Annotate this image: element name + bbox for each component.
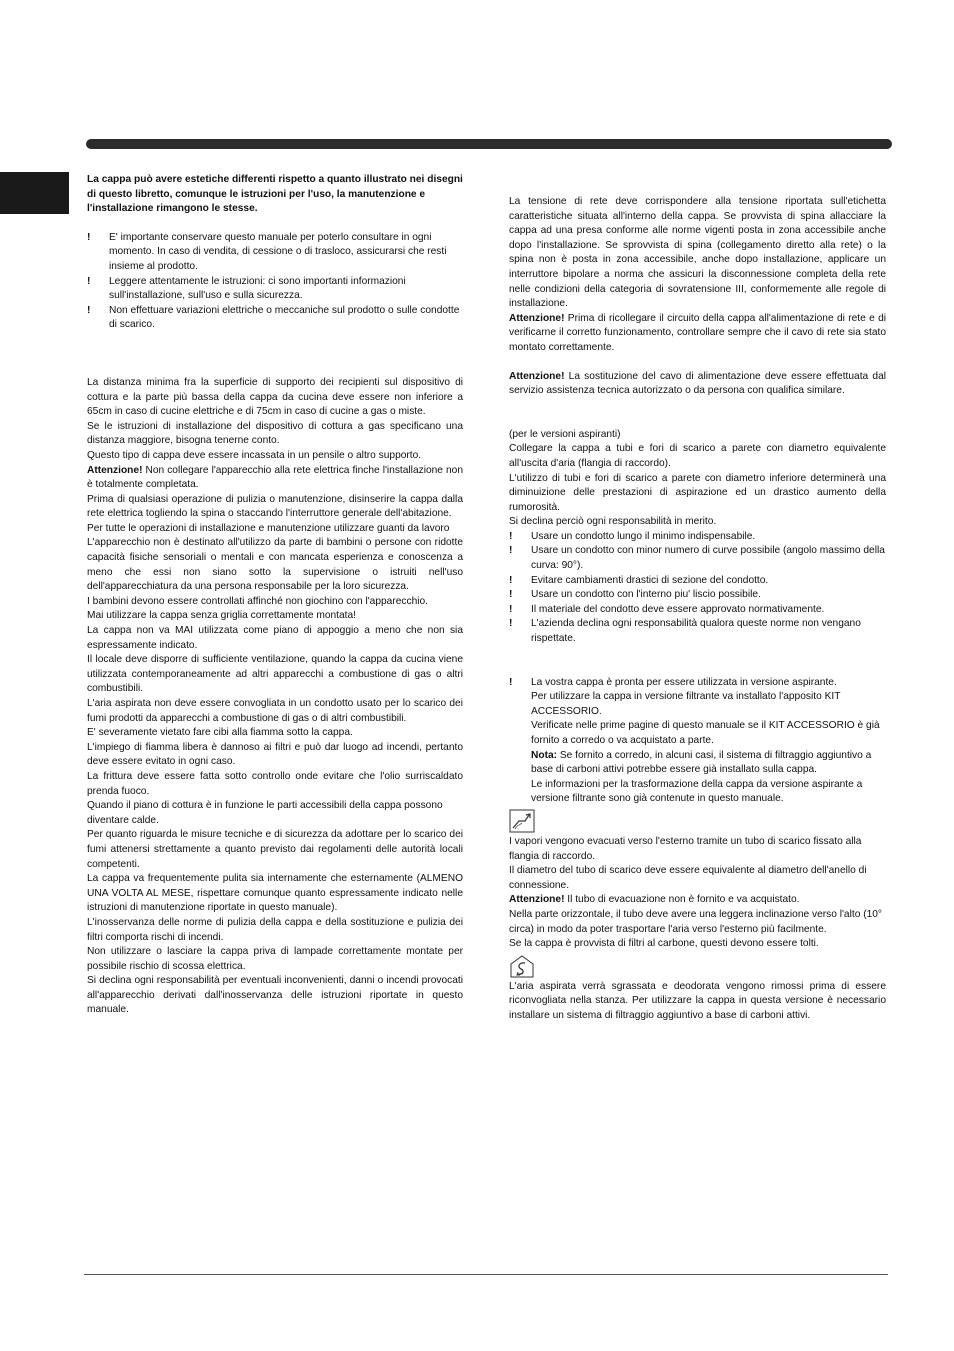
- note-label: Nota:: [531, 749, 558, 761]
- paragraph: Si declina ogni responsabilità per eventuali inconvenienti, danni o incendi provocati all'apparecchio derivati dall'inosservanza delle istruzioni riportate in questo manuale.: [87, 975, 463, 1016]
- paragraph: La frittura deve essere fatta sotto controllo onde evitare che l'olio surriscaldato prenda fuoco.: [87, 770, 463, 797]
- warning-item: [87, 275, 463, 304]
- header-rule: [86, 139, 892, 149]
- warning-text: E' importante conservare questo manuale per poterlo consultare in ogni momento. In caso di vendita, di cessione o di trasloco, assicurarsi che resti insieme al prodotto.: [109, 231, 447, 272]
- paragraph: Prima di qualsiasi operazione di pulizia o manutenzione, disinserire la cappa dalla rete elettrica togliendo la spina o staccando l'interruttore generale dell'abitazione.: [87, 493, 463, 520]
- paragraph-text: Prima di ricollegare il circuito della cappa all'alimentazione di rete e di verificarne il corretto funzionamento, controllare sempre che il cavo di rete sia stato montato correttamente.: [509, 312, 886, 353]
- paragraph: [509, 749, 886, 778]
- paragraph-text: Se fornito a corredo, in alcuni casi, il sistema di filtraggio aggiuntivo a base di carboni attivi potrebbe essere già installato sulla cappa.: [531, 749, 872, 776]
- warning-mark: !: [509, 530, 513, 542]
- paragraph: E' severamente vietato fare cibi alla fiamma sotto la cappa.: [87, 727, 353, 739]
- paragraph: Per tutte le operazioni di installazione e manutenzione utilizzare guanti da lavoro: [87, 522, 450, 534]
- duct-rule-item: [509, 574, 886, 589]
- duct-rule-text: Evitare cambiamenti drastici di sezione del condotto.: [531, 574, 769, 586]
- recirculation-icon: [509, 954, 535, 978]
- paragraph: L'impiego di fiamma libera è dannoso ai filtri e può dar luogo ad incendi, pertanto deve essere evitato in ogni caso.: [87, 741, 463, 768]
- paragraph: Verificate nelle prime pagine di questo manuale se il KIT ACCESSORIO è già fornito a corredo o va acquistato a parte.: [531, 720, 880, 746]
- paragraph: Il diametro del tubo di scarico deve essere equivalente al diametro dell'anello di connessione.: [509, 865, 867, 891]
- warning-mark: !: [509, 603, 513, 615]
- warning-mark: !: [87, 275, 91, 287]
- duct-rule-item: [509, 603, 886, 618]
- warning-item: [87, 231, 463, 275]
- paragraph: Collegare la cappa a tubi e fori di scarico a parete con diametro equivalente all'uscita d'aria (flangia di raccordo).: [509, 443, 886, 469]
- paragraph: Se le istruzioni di installazione del dispositivo di cottura a gas specificano una distanza maggiore, bisogna tenerne conto.: [87, 420, 463, 447]
- paragraph: Nella parte orizzontale, il tubo deve avere una leggera inclinazione verso l'alto (10° circa) in modo da poter trasportare l'aria verso l'esterno più facilmente.: [509, 908, 882, 935]
- version-text: La vostra cappa è pronta per essere utilizzata in versione aspirante.: [531, 676, 837, 688]
- right-column: [509, 195, 886, 1024]
- duct-rule-item: [509, 588, 886, 603]
- paragraph: Quando il piano di cottura è in funzione le parti accessibili della cappa possono diventare calde.: [87, 800, 443, 826]
- language-tab: [0, 172, 69, 214]
- duct-rule-item: [509, 544, 886, 573]
- paragraph: Non utilizzare o lasciare la cappa priva di lampade correttamente montate per possibile rischio di scossa elettrica.: [87, 946, 463, 972]
- attention-label: Attenzione!: [509, 370, 565, 382]
- paragraph: [87, 464, 463, 493]
- warning-mark: !: [87, 231, 91, 243]
- duct-rule-text: Usare un condotto con minor numero di curve possibile (angolo massimo della curva: 90°).: [531, 545, 885, 572]
- paragraph: L'inosservanza delle norme di pulizia della cappa e della sostituzione e pulizia dei filtri comporta rischi di incendi.: [87, 916, 463, 943]
- warning-mark: !: [509, 618, 513, 630]
- footer-rule: [84, 1274, 888, 1275]
- warning-text: Non effettuare variazioni elettriche o meccaniche sul prodotto o sulle condotte di scarico.: [109, 304, 460, 331]
- left-column: [87, 173, 463, 1018]
- duct-rule-text: Usare un condotto lungo il minimo indispensabile.: [531, 530, 756, 542]
- paragraph: [509, 893, 886, 908]
- paragraph: Mai utilizzare la cappa senza griglia correttamente montata!: [87, 610, 356, 622]
- warning-mark: !: [509, 574, 513, 586]
- ducted-extraction-icon: [509, 809, 535, 833]
- paragraph: Per utilizzare la cappa in versione filtrante va installato l'apposito KIT ACCESSORIO.: [531, 691, 841, 717]
- paragraph-text: La sostituzione del cavo di alimentazione deve essere effettuata dal servizio assistenza tecnica autorizzato o da persona con qualifica similare.: [509, 370, 886, 397]
- paragraph: I bambini devono essere controllati affinché non giochino con l'apparecchio.: [87, 595, 428, 607]
- paragraph: Le informazioni per la trasformazione della cappa da versione aspirante a versione filtrante sono già contenute in questo manuale.: [531, 778, 863, 805]
- version-item: [509, 676, 886, 691]
- warning-mark: !: [509, 589, 513, 601]
- warning-item: [87, 304, 463, 333]
- paragraph: I vapori vengono evacuati verso l'esterno tramite un tubo di scarico fissato alla flangia di raccordo.: [509, 835, 862, 862]
- intro-note: La cappa può avere estetiche differenti rispetto a quanto illustrato nei disegni di questo libretto, comunque le istruzioni per l'uso, la manutenzione e l'installazione rimangono le stesse.: [87, 174, 463, 215]
- paragraph: Per quanto riguarda le misure tecniche e di sicurezza da adottare per lo scarico dei fumi attenersi strettamente a quanto previsto dai regolamenti delle autorità locali competenti.: [87, 829, 463, 870]
- duct-rule-text: Il materiale del condotto deve essere approvato normativamente.: [531, 603, 825, 615]
- paragraph: L'aria aspirata verrà sgrassata e deodorata vengono rimossi prima di essere riconvogliata nella stanza. Per utilizzare la cappa in questa versione è necessario installare un sistema di filtraggio aggiuntivo a base di carboni attivi.: [509, 980, 886, 1021]
- duct-rule-text: L'azienda declina ogni responsabilità qualora queste norme non vengano rispettate.: [531, 618, 861, 645]
- warning-mark: !: [509, 676, 513, 688]
- warning-text: Leggere attentamente le istruzioni: ci sono importanti informazioni sull'installazione, sull'uso e sulla sicurezza.: [109, 275, 406, 302]
- paragraph: Questo tipo di cappa deve essere incassata in un pensile o altro supporto.: [87, 449, 422, 461]
- paragraph: Il locale deve disporre di sufficiente ventilazione, quando la cappa da cucina viene utilizzata contemporaneamente ad altri apparecchi a combustione di gas o altri combustibili.: [87, 654, 463, 695]
- paragraph: [509, 370, 886, 399]
- paragraph: (per le versioni aspiranti): [509, 428, 621, 440]
- duct-rule-text: Usare un condotto con l'interno piu' liscio possibile.: [531, 589, 761, 601]
- warning-mark: !: [87, 304, 91, 316]
- attention-label: Attenzione!: [509, 894, 565, 906]
- duct-rule-item: [509, 617, 886, 646]
- paragraph: La tensione di rete deve corrispondere alla tensione riportata sull'etichetta caratteristiche situata all'interno della cappa. Se provvista di spina allacciare la cappa ad una presa conforme alle norme vigenti posta in zona accessibile anche dopo l'installazione. Se sprovvista di spina (collegamento diretto alla rete) o la spina non è posta in zona accessibile, anche dopo installazione, applicare un interruttore bipolare a norma che assicuri la disconnessione completa della rete nelle condizioni della categoria di sovratensione III, conformemente alle regole di installazione.: [509, 196, 886, 310]
- attention-label: Attenzione!: [87, 464, 143, 476]
- warning-mark: !: [509, 545, 513, 557]
- paragraph: L'apparecchio non è destinato all'utilizzo da parte di bambini o persone con ridotte capacità fisiche sensoriali o mentali e con mancata esperienza e conoscenza a meno che essi non siano sotto la supervisione o istruiti nell'uso dell'apparecchiatura da una persona responsabile per la loro sicurezza.: [87, 537, 463, 593]
- paragraph-text: Non collegare l'apparecchio alla rete elettrica finche l'installazione non è totalmente completata.: [87, 464, 463, 491]
- duct-rule-item: [509, 530, 886, 545]
- paragraph: La cappa va frequentemente pulita sia internamente che esternamente (ALMENO UNA VOLTA AL MESE, rispettare comunque quanto espressamente indicato nelle istruzioni di manutenzione riportate in questo manuale).: [87, 873, 463, 914]
- paragraph: Si declina perciò ogni responsabilità in merito.: [509, 516, 717, 528]
- paragraph: La distanza minima fra la superficie di supporto dei recipienti sul dispositivo di cottura e la parte più bassa della cappa da cucina deve essere non inferiore a 65cm in caso di cucine elettriche e di 75cm in caso di cucine a gas o miste.: [87, 376, 463, 418]
- attention-label: Attenzione!: [509, 312, 565, 324]
- paragraph: La cappa non va MAI utilizzata come piano di appoggio a meno che non sia espressamente indicato.: [87, 625, 463, 651]
- paragraph-text: Il tubo di evacuazione non è fornito e va acquistato.: [564, 894, 800, 906]
- paragraph: L'utilizzo di tubi e fori di scarico a parete con diametro inferiore determinerà una diminuizione delle prestazioni di aspirazione ed un drastico aumento della rumorosità.: [509, 472, 886, 513]
- paragraph: L'aria aspirata non deve essere convogliata in un condotto usato per lo scarico dei fumi prodotti da apparecchi a combustione di gas o di altri combustibili.: [87, 698, 463, 724]
- paragraph: [509, 312, 886, 356]
- paragraph: Se la cappa è provvista di filtri al carbone, questi devono essere tolti.: [509, 938, 819, 950]
